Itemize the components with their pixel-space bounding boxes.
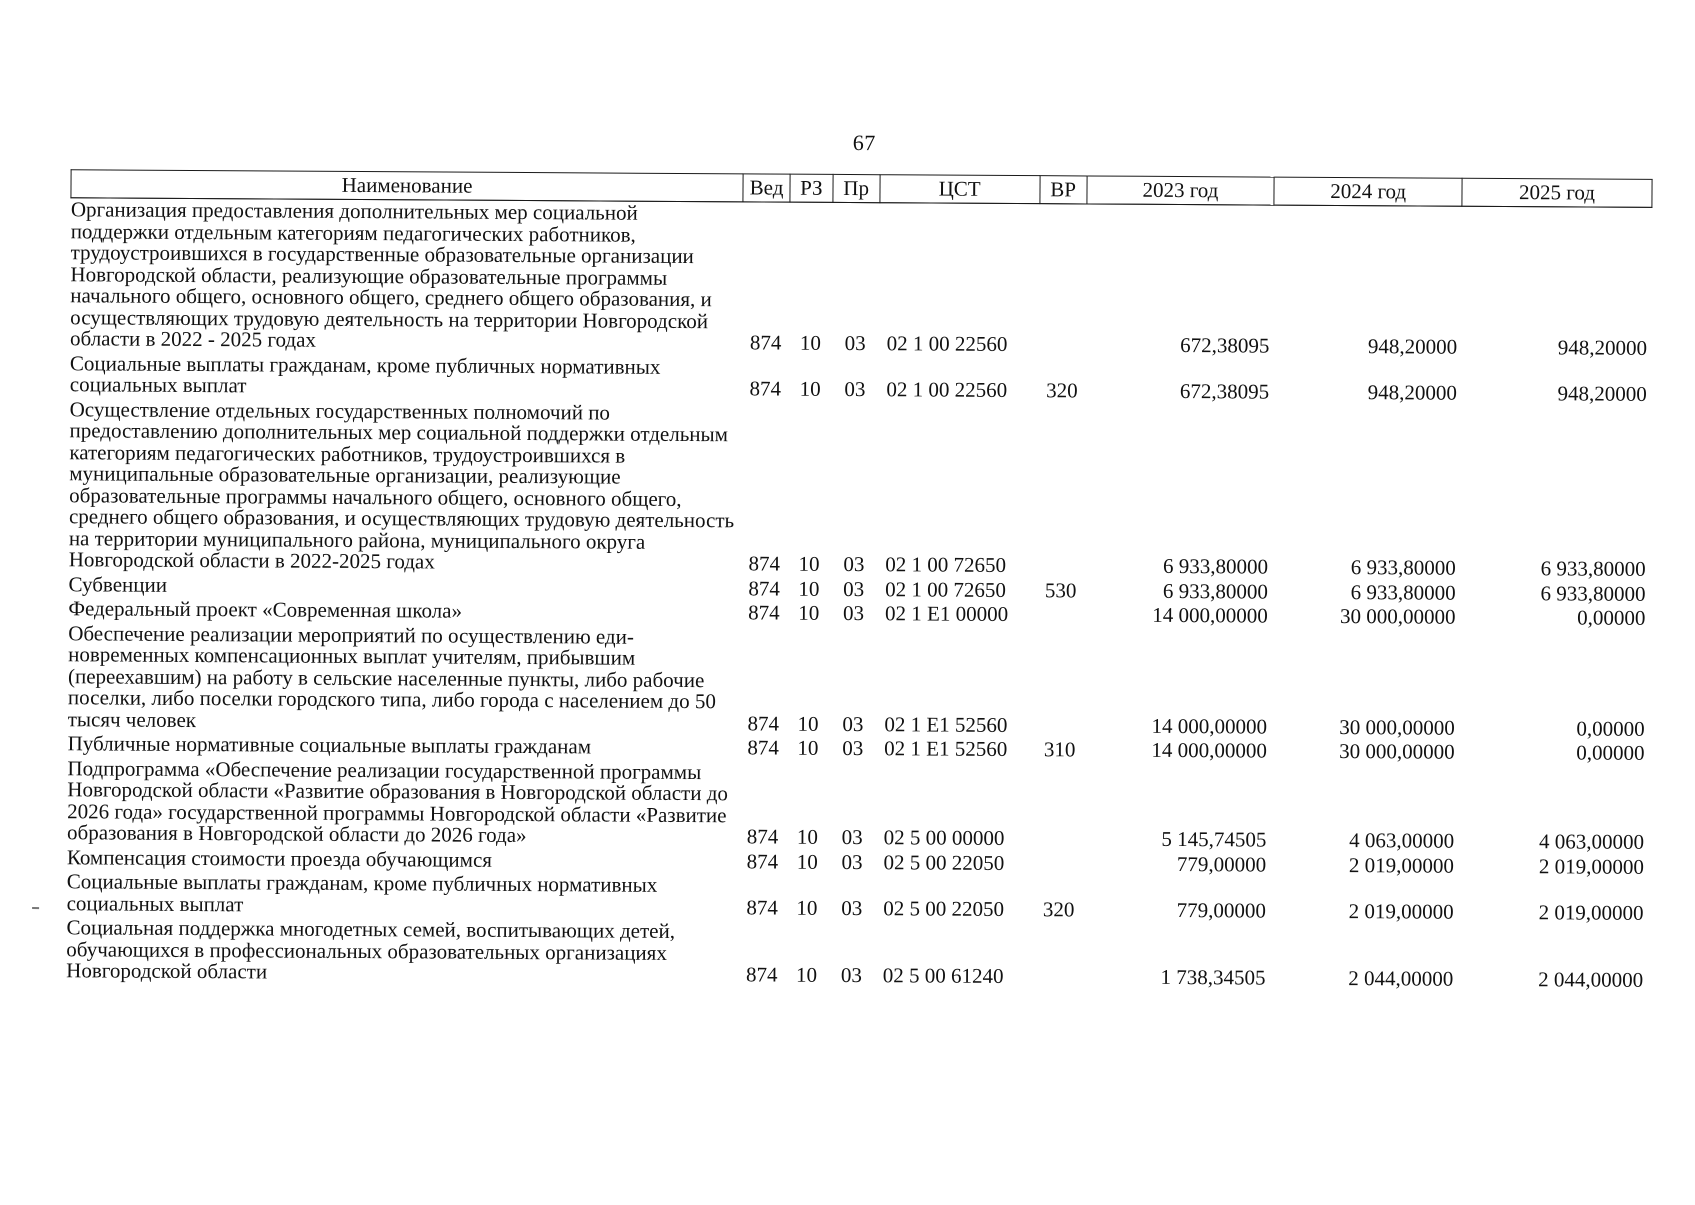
row-ved: 874	[749, 330, 782, 355]
row-ved: 874	[746, 824, 779, 849]
row-rz: 10	[799, 376, 821, 401]
row-2023: 6 933,80000	[1162, 553, 1269, 579]
row-2024: 2 019,00000	[1348, 852, 1455, 878]
row-cst: 02 5 00 00000	[883, 825, 1005, 850]
row-vr: 530	[1044, 577, 1077, 602]
row-ved: 874	[748, 551, 781, 576]
header-2024: 2024 год	[1274, 177, 1462, 206]
table-row	[67, 757, 1649, 856]
row-vr	[1035, 852, 1082, 877]
row-name: Организация предоставления дополнительных мер социальной поддержки отдельным категориям педагогических работников, трудоустроившихся в государственные образовательные организации Новгородской области, реализующие образовательные программы начального общего, основного общего, среднего общего образования, и осуществляющих трудовую деятельность на территории Новгородской области в 2022 - 2025 годах	[70, 197, 712, 352]
row-2023: 672,38095	[1179, 379, 1270, 404]
row-pr: 03	[844, 376, 866, 402]
row-2024: 948,20000	[1367, 380, 1457, 405]
scan-mark	[32, 907, 39, 909]
row-pr: 03	[841, 895, 863, 920]
row-2024: 30 000,00000	[1339, 739, 1455, 764]
row-pr: 03	[843, 576, 865, 601]
row-ved: 874	[745, 962, 778, 987]
row-2025: 948,20000	[1557, 335, 1648, 360]
row-vr	[1036, 763, 1083, 852]
table-row	[69, 398, 1651, 583]
row-2023: 672,38095	[1180, 333, 1270, 358]
row-pr: 03	[844, 330, 866, 356]
row-vr: 320	[1046, 378, 1078, 403]
row-2024: 2 019,00000	[1348, 898, 1454, 924]
row-name: Социальная поддержка многодетных семей, воспитывающих детей, обучающихся в профессиональных образовательных организациях Новгородской области	[66, 915, 676, 984]
row-rz: 10	[797, 711, 819, 736]
row-rz: 10	[798, 600, 820, 625]
row-2023: 14 000,00000	[1151, 737, 1267, 763]
row-cst: 02 1 00 72650	[885, 576, 1007, 602]
table-row	[66, 916, 1647, 993]
row-pr: 03	[841, 849, 863, 874]
row-2023: 779,00000	[1176, 851, 1267, 877]
row-name: Подпрограмма «Обеспечение реализации государственной программы Новгородской области «Развитие образования в Новгородской области до 2026 года» государственной программы Новгородской области «Развитие образования в Новгородской области до 2026 года»	[66, 755, 728, 848]
row-pr: 03	[842, 735, 864, 761]
row-2025: 2 044,00000	[1538, 967, 1644, 992]
row-pr: 03	[840, 962, 862, 988]
row-rz: 10	[799, 330, 821, 355]
row-name: Федеральный проект «Современная школа»	[68, 596, 463, 623]
row-ved: 874	[747, 735, 779, 760]
row-2025: 4 063,00000	[1538, 829, 1645, 854]
row-pr: 03	[843, 600, 865, 626]
row-2025: 2 019,00000	[1538, 853, 1644, 879]
row-cst: 02 1 E1 00000	[884, 601, 1009, 626]
row-ved: 874	[749, 376, 782, 401]
row-2025: 948,20000	[1557, 381, 1647, 406]
row-vr	[1036, 628, 1084, 739]
row-cst: 02 5 00 22050	[883, 895, 1005, 921]
row-2023: 6 933,80000	[1162, 578, 1268, 604]
row-rz: 10	[798, 551, 820, 576]
row-2023: 14 000,00000	[1152, 602, 1268, 628]
row-2023: 14 000,00000	[1151, 713, 1268, 739]
row-cst: 02 1 00 22560	[886, 377, 1008, 402]
row-cst: 02 1 00 72650	[885, 552, 1007, 577]
header-cst: ЦСТ	[880, 175, 1040, 204]
page-number: 67	[852, 130, 876, 156]
row-vr: 310	[1043, 737, 1076, 762]
row-2024: 6 933,80000	[1350, 555, 1456, 580]
row-name: Публичные нормативные социальные выплаты гражданам	[67, 731, 592, 759]
header-ved: Вед	[743, 174, 790, 202]
row-rz: 10	[797, 735, 819, 760]
row-2025: 0,00000	[1576, 740, 1645, 765]
row-rz: 10	[795, 962, 818, 987]
row-2025: 2 019,00000	[1538, 899, 1644, 925]
row-2023: 1 738,34505	[1160, 964, 1266, 990]
row-vr	[1037, 404, 1085, 579]
row-vr	[1035, 922, 1082, 990]
row-name: Социальные выплаты гражданам, кроме публичных нормативных социальных выплат	[69, 350, 661, 398]
row-rz: 10	[798, 576, 820, 601]
row-vr	[1037, 603, 1084, 628]
row-ved: 874	[746, 848, 779, 874]
row-2024: 4 063,00000	[1349, 828, 1455, 853]
header-name: Наименование	[71, 170, 743, 202]
row-ved: 874	[748, 600, 780, 625]
row-2023: 779,00000	[1176, 897, 1267, 923]
row-vr: 320	[1042, 896, 1075, 921]
row-2025: 0,00000	[1576, 715, 1645, 741]
row-ved: 874	[746, 894, 778, 920]
row-ved: 874	[748, 575, 780, 601]
row-2025: 0,00000	[1577, 605, 1646, 630]
row-name: Субвенции	[68, 571, 168, 597]
row-2025: 6 933,80000	[1540, 556, 1646, 581]
row-name: Осуществление отдельных государственных полномочий по предоставлению дополнительных мер социальной поддержки отдельным категориям педагогических работников, трудоустроившихся в муниципальные образовательные организации, реализующие образовательные программы начального общего, основного общего, среднего общего образования, и осуществляющих трудовую деятельность на территории муниципального района, муниципального округа Новгородской области в 2022-2025 годах	[68, 396, 735, 574]
row-2024: 30 000,00000	[1339, 604, 1456, 629]
header-rz: РЗ	[790, 174, 833, 202]
row-cst: 02 5 00 61240	[882, 963, 1004, 988]
table-row	[68, 622, 1650, 742]
row-2024: 6 933,80000	[1350, 579, 1456, 605]
header-vr: ВР	[1040, 176, 1087, 204]
row-2024: 2 044,00000	[1348, 966, 1454, 991]
row-pr: 03	[843, 551, 865, 577]
row-name: Компенсация стоимости проезда обучающимся	[66, 844, 493, 872]
row-pr: 03	[841, 824, 863, 850]
row-cst: 02 1 E1 52560	[884, 711, 1008, 737]
row-rz: 10	[796, 895, 818, 920]
row-ved: 874	[747, 710, 780, 736]
row-cst: 02 1 00 22560	[886, 331, 1008, 356]
header-2023: 2023 год	[1087, 176, 1275, 205]
header-2025: 2025 год	[1462, 178, 1652, 207]
row-2024: 948,20000	[1367, 334, 1458, 359]
row-name: Обеспечение реализации мероприятий по осуществлению единовременных компенсационных выплат учителям, прибывшим (переехавшим) на работу в сельские населенные пункты, либо рабочие поселки, либо поселки городского типа, либо города с населением до 50 тысяч человек	[67, 620, 716, 732]
row-vr	[1039, 204, 1087, 358]
header-pr: Пр	[833, 174, 880, 202]
row-2025: 6 933,80000	[1540, 580, 1646, 606]
row-cst: 02 5 00 22050	[883, 849, 1005, 875]
table-body	[66, 198, 1652, 994]
row-2024: 30 000,00000	[1339, 714, 1455, 740]
row-cst: 02 1 E1 52560	[884, 736, 1008, 761]
row-2023: 5 145,74505	[1161, 826, 1267, 852]
budget-table	[66, 169, 1653, 993]
row-rz: 10	[796, 824, 818, 849]
row-pr: 03	[842, 711, 864, 736]
table-row	[70, 198, 1652, 362]
row-name: Социальные выплаты гражданам, кроме публичных нормативных социальных выплат	[66, 869, 658, 916]
row-rz: 10	[796, 849, 818, 874]
